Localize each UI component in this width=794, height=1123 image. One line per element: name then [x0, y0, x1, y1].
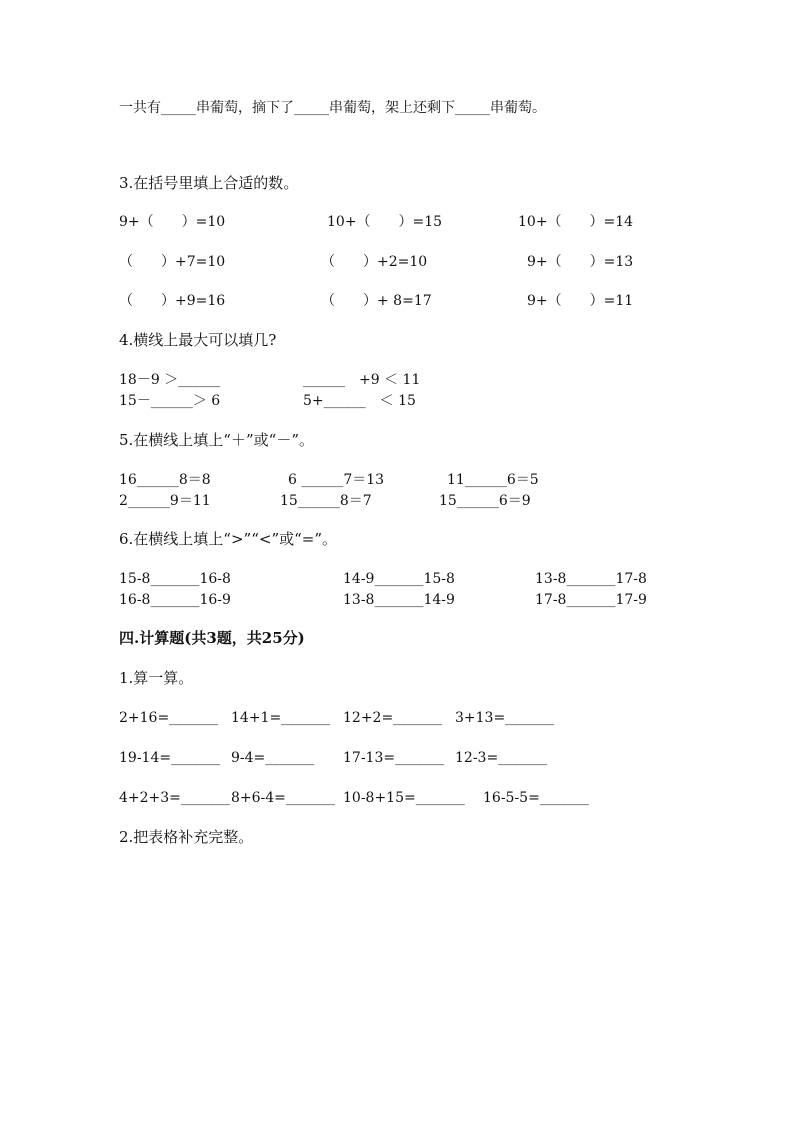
calc-r2-c4: 12-3=_______ — [455, 750, 548, 766]
calc-q2-title: 2.把表格补充完整。 — [119, 828, 254, 846]
q3-r2-c1: （ ）+7=10 — [119, 254, 226, 270]
q6-r1-c3: 13-8_______17-8 — [535, 571, 647, 587]
calc-r3-c3: 10-8+15=_______ — [343, 790, 465, 806]
calc-r3-c2: 8+6-4=_______ — [231, 790, 335, 806]
q3-r2-c3: 9+（ ）=13 — [527, 254, 634, 270]
calc-q1-title: 1.算一算。 — [119, 669, 194, 687]
q3-r3-c3: 9+（ ）=11 — [527, 293, 634, 309]
calc-r1-c4: 3+13=_______ — [455, 710, 555, 726]
q5-r1-c2: 6 ______7＝13 — [288, 472, 385, 488]
q3-r1-c3: 10+（ ）=14 — [518, 214, 634, 230]
q6-r2-c1: 16-8_______16-9 — [119, 592, 231, 608]
q3-r3-c2: （ ）+ 8=17 — [321, 293, 432, 309]
section-4-title: 四.计算题(共3题，共25分) — [119, 629, 305, 647]
calc-r2-c2: 9-4=_______ — [231, 750, 315, 766]
q6-r1-c2: 14-9_______15-8 — [343, 571, 455, 587]
q3-title: 3.在括号里填上合适的数。 — [119, 174, 299, 192]
calc-r3-c4: 16-5-5=_______ — [483, 790, 589, 806]
q4-title: 4.横线上最大可以填几? — [119, 331, 277, 349]
q4-r1-c2: ______ +9 ＜ 11 — [303, 372, 421, 388]
q4-r2-c1: 15－______＞ 6 — [119, 393, 221, 409]
q6-r2-c2: 13-8_______14-9 — [343, 592, 455, 608]
calc-r3-c1: 4+2+3=_______ — [119, 790, 230, 806]
q5-r2-c2: 15______8＝7 — [280, 493, 372, 509]
q5-r1-c3: 11______6＝5 — [447, 472, 539, 488]
calc-r1-c1: 2+16=_______ — [119, 710, 219, 726]
calc-r1-c2: 14+1=_______ — [231, 710, 331, 726]
q3-r2-c2: （ ）+2=10 — [321, 254, 428, 270]
calc-r2-c1: 19-14=_______ — [119, 750, 221, 766]
q5-r2-c3: 15______6＝9 — [439, 493, 531, 509]
q4-r1-c1: 18－9 ＞______ — [119, 372, 221, 388]
q5-title: 5.在横线上填上“＋”或“－”。 — [119, 431, 314, 449]
q6-r1-c1: 15-8_______16-8 — [119, 571, 231, 587]
q3-r3-c1: （ ）+9=16 — [119, 293, 226, 309]
q5-r1-c1: 16______8＝8 — [119, 472, 211, 488]
q3-r1-c2: 10+（ ）=15 — [327, 214, 443, 230]
q5-r2-c1: 2______9＝11 — [119, 493, 211, 509]
q4-r2-c2: 5+______ ＜ 15 — [303, 393, 416, 409]
calc-r1-c3: 12+2=_______ — [343, 710, 443, 726]
q6-r2-c3: 17-8_______17-9 — [535, 592, 647, 608]
q6-title: 6.在横线上填上“>”“<”或“=”。 — [119, 530, 338, 548]
grape-question-line: 一共有_____串葡萄，摘下了_____串葡萄，架上还剩下_____串葡萄。 — [119, 100, 546, 116]
calc-r2-c3: 17-13=_______ — [343, 750, 445, 766]
q3-r1-c1: 9+（ ）=10 — [119, 214, 226, 230]
